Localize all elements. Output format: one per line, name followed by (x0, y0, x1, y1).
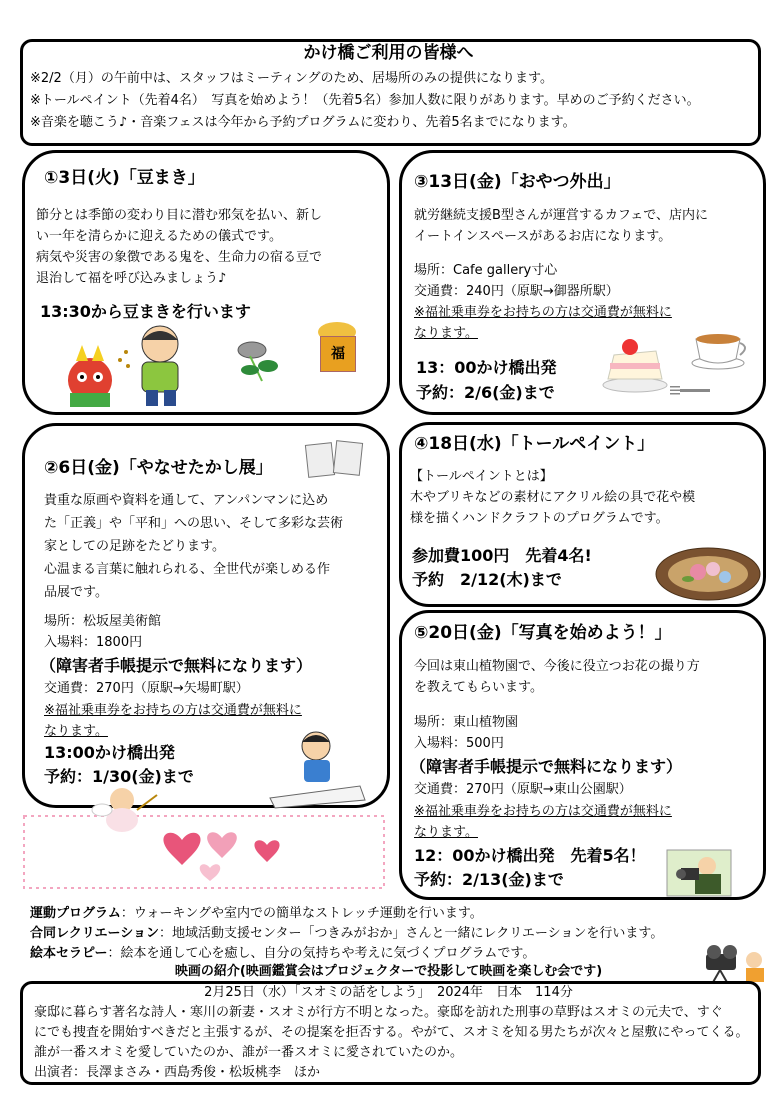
event2-desc-3: 家としての足跡をたどります。 (44, 539, 225, 554)
program-exercise (30, 903, 483, 925)
event2-title: ②6日(金)「やなせたかし展」 (44, 458, 273, 478)
event4-sub: 【トールペイントとは】 (410, 469, 553, 484)
cake-illustration (600, 335, 670, 395)
program-recreation (30, 923, 663, 945)
movie-desc-3: 誰が一番スオミを愛していたのか、誰が一番スオミに愛されていたのか。 (34, 1045, 464, 1060)
program-recreation-text: ：地域活動支援センター「つきみがおか」さんと一緒にレクリエーションを行います。 (158, 926, 664, 941)
event3-depart: 13：00かけ橋出発 (416, 358, 557, 377)
event3-reserve: 予約：2/6(金)まで (416, 383, 555, 402)
event5-title: ⑤20日(金)「写真を始めよう！」 (414, 623, 672, 643)
event5-welfare-1: ※福祉乗車券をお持ちの方は交通費が無料に (414, 804, 672, 819)
event1-desc-3: 病気や災害の象徴である鬼を、生命力の宿る豆で (36, 250, 323, 265)
notice-line-3: ※音楽を聴こう♪・音楽フェスは今年から予約プログラムに変わり、先着5名までになります。 (30, 115, 576, 130)
event4-reserve: 予約 2/12(木)まで (412, 570, 562, 589)
event1-title: ①3日(火)「豆まき」 (44, 168, 205, 188)
event5-transport: 交通費：270円（原駅→東山公園駅） (414, 782, 632, 797)
program-picturebook-text: ：絵本を通して心を癒し、自分の気持ちや考えに気づくプログラムです。 (107, 946, 536, 961)
program-recreation-label: 合同レクリエーション (30, 926, 159, 941)
event2-desc-5: 品展です。 (44, 585, 108, 600)
event3-welfare-2: なります。 (414, 326, 478, 341)
tole-paint-plate-illustration (653, 545, 763, 603)
notice-line-2: ※トールペイント（先着4名） 写真を始めよう！（先着5名）参加人数に限りがあります。早めのご予約ください。 (30, 93, 700, 108)
event5-fee: 入場料：500円 (414, 736, 504, 751)
event2-free: （障害者手帳提示で無料になります） (40, 656, 313, 675)
program-exercise-label: 運動プログラム (30, 906, 121, 921)
fuku-label: 福 (320, 336, 356, 372)
event2-fee: 入場料：1800円 (44, 635, 143, 650)
event2-place: 場所：松坂屋美術館 (44, 614, 162, 629)
event3-title: ③13日(金)「おやつ外出」 (414, 172, 621, 192)
event4-title: ④18日(水)「トールペイント」 (414, 434, 655, 454)
event4-desc-1: 木やブリキなどの素材にアクリル絵の具で花や模 (410, 490, 696, 505)
event2-desc-1: 貴重な原画や資料を通して、アンパンマンに込め (44, 493, 329, 508)
notice-line-1: ※2/2（月）の午前中は、スタッフはミーティングのため、居場所のみの提供になります。 (30, 71, 553, 86)
fork-illustration (670, 385, 710, 397)
event5-place: 場所：東山植物園 (414, 715, 519, 730)
movie-desc-1: 豪邸に暮らす著名な詩人・寒川の新妻・スオミが行方不明となった。豪邸を訪れた刑事の草野はスオミの元夫で、すぐ (34, 1005, 723, 1020)
holly-sardine-illustration (232, 336, 287, 386)
event1-desc-1: 節分とは季節の変わり目に潜む邪気を払い、新し (36, 208, 323, 223)
event2-reserve: 予約：1/30(金)まで (44, 767, 194, 786)
event5-welfare-2: なります。 (414, 825, 478, 840)
event5-depart: 12：00かけ橋出発 先着5名！ (414, 846, 646, 865)
event5-free: （障害者手帳提示で無料になります） (410, 757, 683, 776)
event2-welfare-1: ※福祉乗車券をお持ちの方は交通費が無料に (44, 703, 302, 718)
event5-desc-1: 今回は東山植物園で、今後に役立つお花の撮り方 (414, 659, 700, 674)
event4-desc-2: 様を描くハンドクラフトのプログラムです。 (410, 511, 669, 526)
program-exercise-text: ：ウォーキングや室内での簡単なストレッチ運動を行います。 (120, 906, 483, 921)
event2-welfare-2: なります。 (44, 724, 108, 739)
event2-transport: 交通費：270円（原駅→矢場町駅） (44, 681, 249, 696)
event1-desc-4: 退治して福を呼び込みましょう♪ (36, 271, 227, 286)
movie-heading: 映画の紹介(映画鑑賞会はプロジェクターで投影して映画を楽しむ会です) (174, 964, 603, 979)
event3-desc-1: 就労継続支援B型さんが運営するカフェで、店内に (414, 208, 709, 223)
event1-highlight: 13:30から豆まきを行います (40, 302, 251, 321)
projector-illustration (700, 944, 770, 984)
event3-transport: 交通費：240円（原駅→御器所駅） (414, 284, 619, 299)
event1-desc-2: い一年を清らかに迎えるための儀式です。 (36, 229, 282, 244)
event2-depart: 13:00かけ橋出発 (44, 743, 175, 762)
movie-cast: 出演者：長澤まさみ・西島秀俊・松坂桃李 ほか (34, 1065, 321, 1080)
boy-throwing-beans-illustration (120, 322, 195, 407)
movie-info: 2月25日（水）「スオミの話をしよう」 2024年 日本 114分 (204, 985, 573, 1000)
event2-desc-4: 心温まる言葉に触れられる、全世代が楽しめる作 (44, 562, 331, 577)
event5-desc-2: を教えてもらいます。 (414, 680, 543, 695)
event2-desc-2: た「正義」や「平和」への思い、そして多彩な芸術 (44, 516, 344, 531)
exhibition-sketch-illustration (305, 440, 365, 480)
fuku-box-illustration (318, 322, 356, 372)
notice-title: かけ橋ご利用の皆様へ (303, 43, 474, 63)
event3-welfare-1: ※福祉乗車券をお持ちの方は交通費が無料に (414, 305, 672, 320)
tea-cup-illustration (690, 325, 750, 370)
event3-desc-2: イートインスペースがあるお店になります。 (414, 229, 672, 244)
photographer-illustration (667, 850, 731, 896)
program-picturebook-label: 絵本セラピー (30, 946, 108, 961)
event4-fee: 参加費100円 先着4名! (412, 546, 592, 565)
hearts-decoration (22, 780, 392, 895)
event3-place: 場所：Cafe gallery寸心 (414, 263, 558, 278)
event5-reserve: 予約：2/13(金)まで (414, 870, 564, 889)
movie-desc-2: にでも捜査を開始すべきだと主張するが、その提案を拒否する。やがて、スオミを知る男たちが次々と屋敷にやってくる。 (34, 1025, 749, 1040)
